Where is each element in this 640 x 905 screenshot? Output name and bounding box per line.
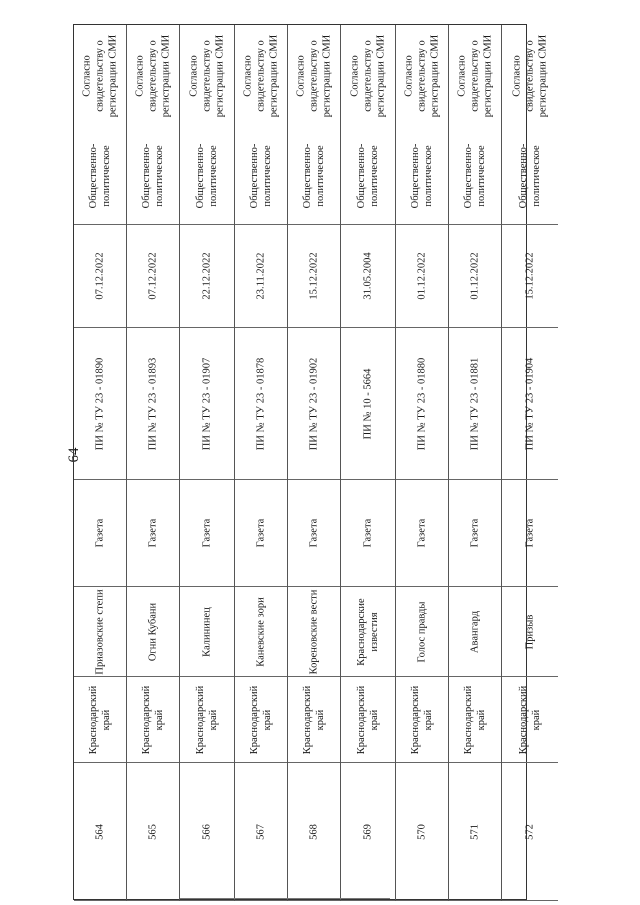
table-row [396, 25, 449, 901]
cell-note: Согласно свидетельству о регистрации СМИ [81, 34, 119, 118]
cell-region: Краснодарский край [180, 677, 234, 763]
cell-registration-number: ПИ № ТУ 23 - 01902 [288, 328, 340, 480]
cell-registration-number: ПИ № ТУ 23 - 01904 [502, 328, 558, 480]
cell-media-type: Газета [74, 480, 126, 587]
table-row [180, 25, 235, 901]
cell-number: 569 [341, 763, 395, 901]
cell-registration-number: ПИ № ТУ 23 - 01880 [396, 328, 448, 480]
cell-specialization: Общественно- политическое [288, 127, 340, 225]
table-row [449, 25, 502, 901]
table-row [288, 25, 341, 901]
cell-registration-date: 31.05.2004 [341, 225, 395, 328]
cell-media-type: Газета [502, 480, 558, 587]
cell-specialization: Общественно- политическое [127, 127, 179, 225]
cell-registration-date: 07.12.2022 [127, 225, 179, 328]
cell-number: 567 [235, 763, 287, 901]
cell-number: 572 [502, 763, 558, 901]
cell-media-name: Каневские зори [235, 587, 287, 677]
table-row [341, 25, 396, 901]
cell-specialization: Общественно- политическое [180, 127, 234, 225]
cell-media-name: Призыв [502, 587, 558, 677]
cell-specialization: Общественно- политическое [341, 127, 395, 225]
cell-registration-number: ПИ № ТУ 23 - 01878 [235, 328, 287, 480]
cell-registration-number: ПИ № ТУ 23 - 01881 [449, 328, 501, 480]
cell-media-name: Авангард [449, 587, 501, 677]
cell-number: 565 [127, 763, 179, 901]
cell-region: Краснодарский край [502, 677, 558, 763]
cell-registration-number: ПИ № ТУ 23 - 01907 [180, 328, 234, 480]
cell-media-type: Газета [288, 480, 340, 587]
cell-registration-date: 07.12.2022 [74, 225, 126, 328]
cell-specialization: Общественно- политическое [396, 127, 448, 225]
media-registry-table [73, 24, 549, 900]
cell-media-name: Кореновские вести [288, 587, 340, 677]
cell-media-type: Газета [341, 480, 395, 587]
cell-registration-date: 22.12.2022 [180, 225, 234, 328]
cell-registration-date: 01.12.2022 [396, 225, 448, 328]
cell-number: 570 [396, 763, 448, 901]
cell-number: 564 [74, 763, 126, 901]
cell-media-type: Газета [235, 480, 287, 587]
cell-registration-number: ПИ № ТУ 23 - 01890 [74, 328, 126, 480]
cell-media-type: Газета [127, 480, 179, 587]
scan-edge-line [180, 898, 390, 899]
cell-number: 568 [288, 763, 340, 901]
cell-media-name: Голос правды [396, 587, 448, 677]
cell-registration-date: 15.12.2022 [288, 225, 340, 328]
cell-media-type: Газета [180, 480, 234, 587]
table-row [74, 25, 127, 901]
cell-registration-number: ПИ № ТУ 23 - 01893 [127, 328, 179, 480]
cell-media-type: Газета [449, 480, 501, 587]
cell-registration-number: ПИ № 10 - 5664 [341, 328, 395, 480]
cell-region: Краснодарский край [396, 677, 448, 763]
cell-region: Краснодарский край [74, 677, 126, 763]
cell-specialization: Общественно- политическое [449, 127, 501, 225]
cell-media-name: Огни Кубани [127, 587, 179, 677]
cell-specialization: Общественно- политическое [502, 127, 558, 225]
cell-note: Согласно свидетельству о регистрации СМИ [349, 34, 387, 118]
cell-media-name: Приазовские степи [74, 587, 126, 677]
cell-region: Краснодарский край [288, 677, 340, 763]
cell-region: Краснодарский край [449, 677, 501, 763]
cell-region: Краснодарский край [341, 677, 395, 763]
cell-note: Согласно свидетельству о регистрации СМИ [403, 34, 441, 118]
cell-note: Согласно свидетельству о регистрации СМИ [456, 34, 494, 118]
cell-note: Согласно свидетельству о регистрации СМИ [188, 34, 226, 118]
cell-specialization: Общественно- политическое [235, 127, 287, 225]
cell-media-type: Газета [396, 480, 448, 587]
cell-registration-date: 23.11.2022 [235, 225, 287, 328]
table-row [502, 25, 558, 901]
cell-note: Согласно свидетельству о регистрации СМИ [511, 34, 549, 118]
table-row [235, 25, 288, 901]
cell-region: Краснодарский край [127, 677, 179, 763]
cell-registration-date: 01.12.2022 [449, 225, 501, 328]
cell-media-name: Краснодарские известия [341, 587, 395, 677]
cell-note: Согласно свидетельству о регистрации СМИ [295, 34, 333, 118]
cell-registration-date: 15.12.2022 [502, 225, 558, 328]
page-number: 64 [66, 447, 82, 463]
cell-note: Согласно свидетельству о регистрации СМИ [242, 34, 280, 118]
table-row [127, 25, 180, 901]
cell-number: 566 [180, 763, 234, 901]
cell-specialization: Общественно- политическое [74, 127, 126, 225]
cell-region: Краснодарский край [235, 677, 287, 763]
cell-number: 571 [449, 763, 501, 901]
cell-media-name: Калининец [180, 587, 234, 677]
cell-note: Согласно свидетельству о регистрации СМИ [134, 34, 172, 118]
